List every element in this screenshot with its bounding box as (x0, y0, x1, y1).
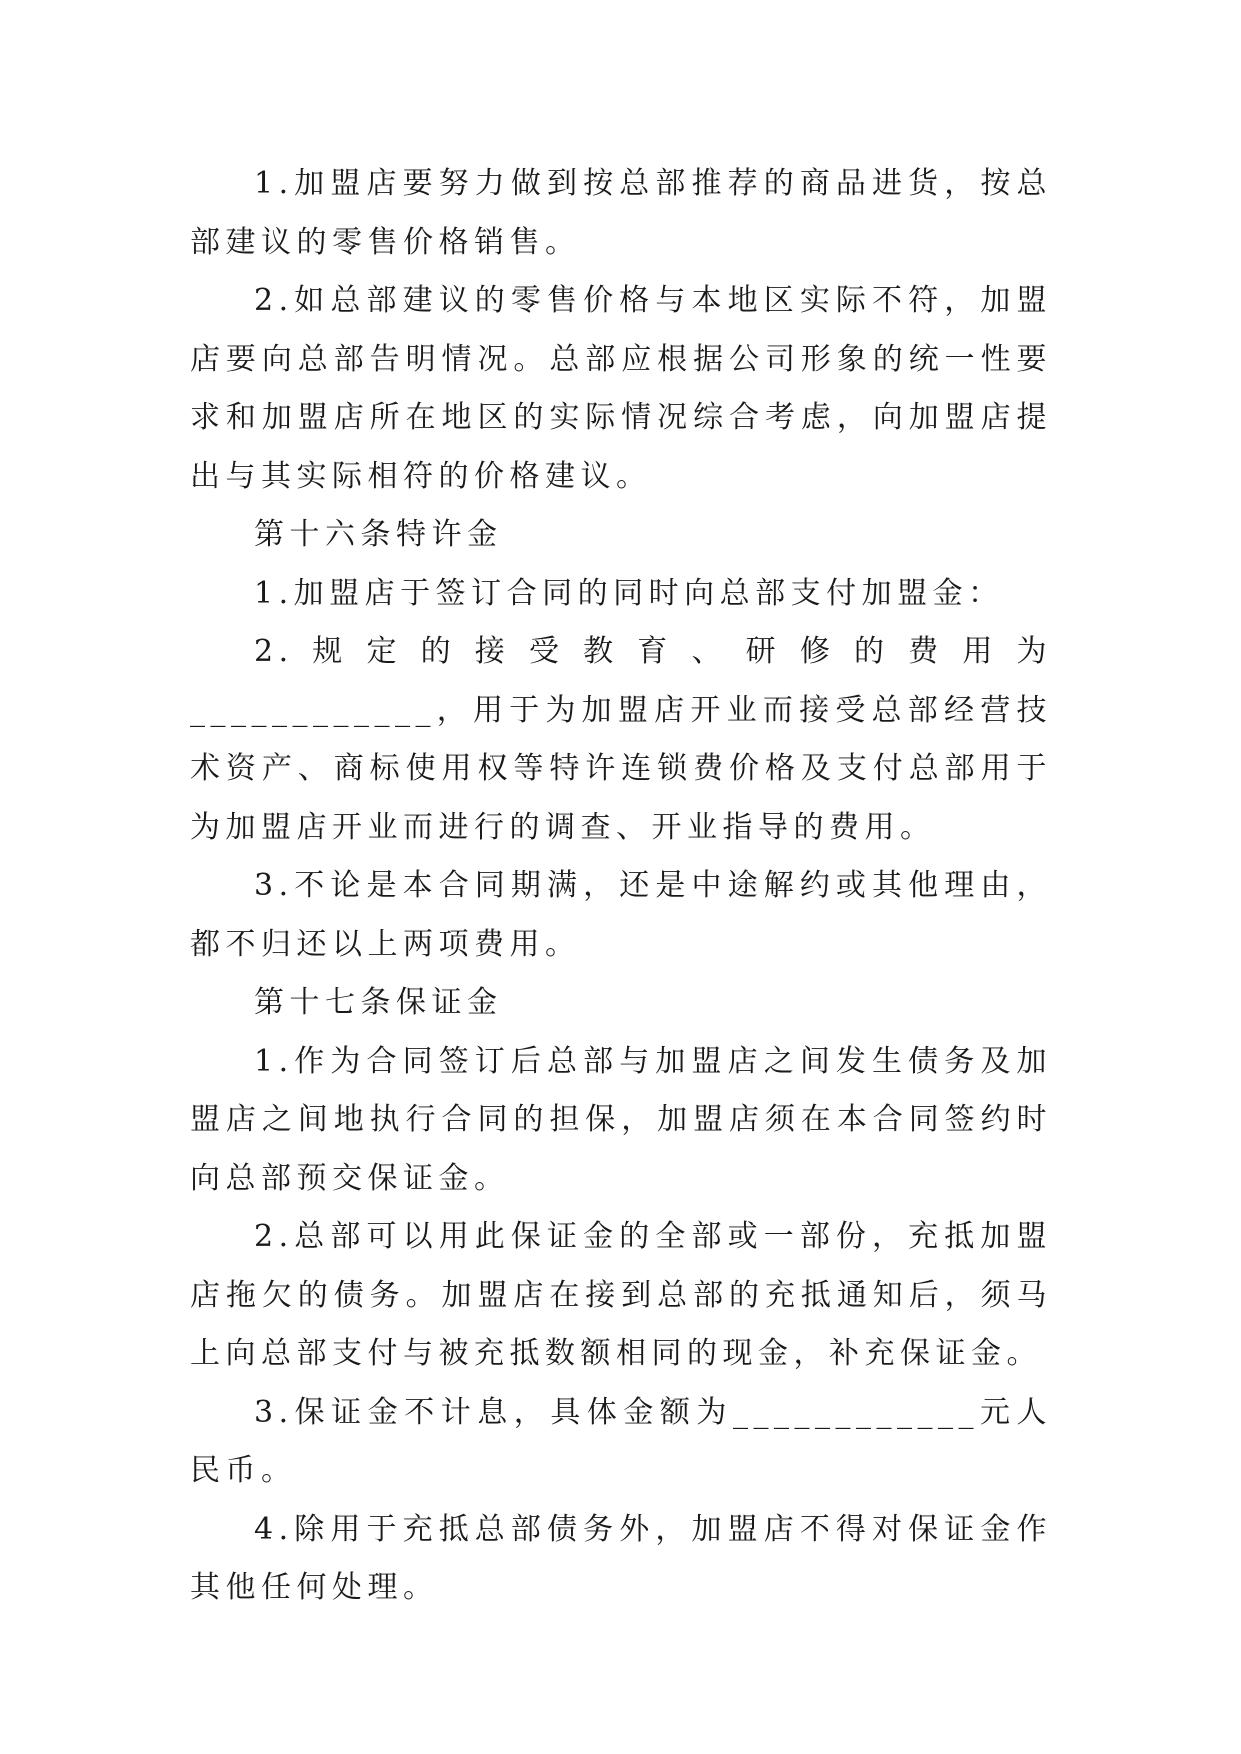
paragraph-deposit-3: 3.保证金不计息，具体金额为____________元人民币。 (190, 1394, 1052, 1488)
paragraph-deposit-4: 4.除用于充抵总部债务外，加盟店不得对保证金作其他任何处理。 (190, 1511, 1052, 1605)
paragraph-deposit-2: 2.总部可以用此保证金的全部或一部份，充抵加盟店拖欠的债务。加盟店在接到总部的充抵通知后，须马上向总部支付与被充抵数额相同的现金，补充保证金。 (190, 1219, 1052, 1371)
paragraph-pricing-1: 1.加盟店要努力做到按总部推荐的商品进货，按总部建议的零售价格销售。 (190, 166, 1052, 260)
paragraph-franchise-fee-2: 2.规定的接受教育、研修的费用为____________，用于为加盟店开业而接受总部经营技术资产、商标使用权等特许连锁费价格及支付总部用于为加盟店开业而进行的调查、开业指导的费用。 (190, 634, 1052, 845)
paragraph-franchise-fee-3: 3.不论是本合同期满，还是中途解约或其他理由，都不归还以上两项费用。 (190, 868, 1052, 962)
paragraph-deposit-1: 1.作为合同签订后总部与加盟店之间发生债务及加盟店之间地执行合同的担保，加盟店须在本合同签约时向总部预交保证金。 (190, 1043, 1052, 1196)
paragraph-franchise-fee-1: 1.加盟店于签订合同的同时向总部支付加盟金： (254, 575, 1004, 611)
document-page (190, 155, 1052, 1618)
section-heading-17: 第十七条保证金 (254, 985, 503, 1020)
section-heading-16: 第十六条特许金 (254, 517, 503, 552)
paragraph-pricing-2: 2.如总部建议的零售价格与本地区实际不符，加盟店要向总部告明情况。总部应根据公司形象的统一性要求和加盟店所在地区的实际情况综合考虑，向加盟店提出与其实际相符的价格建议。 (190, 283, 1052, 494)
